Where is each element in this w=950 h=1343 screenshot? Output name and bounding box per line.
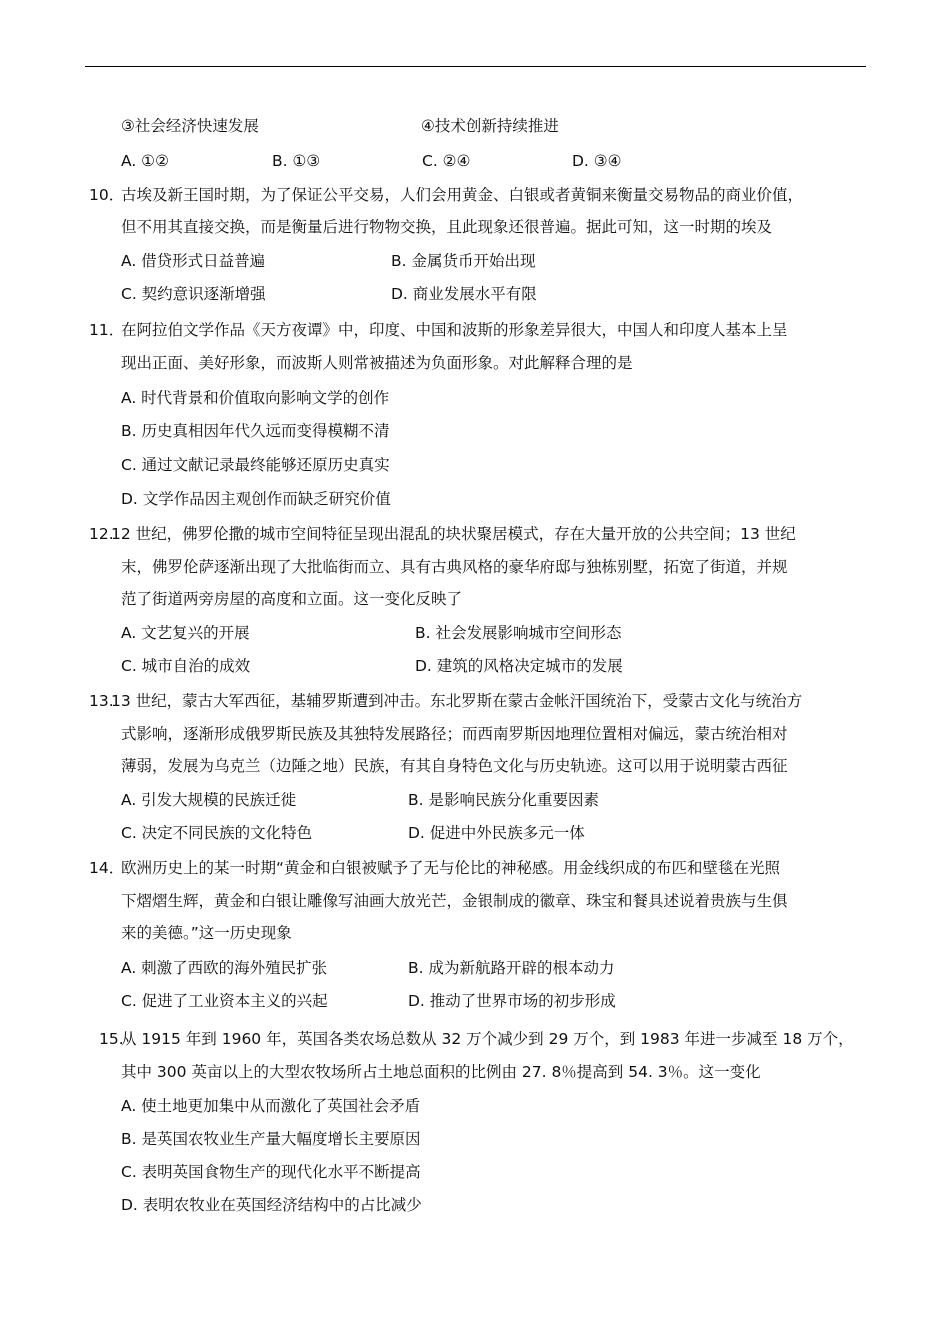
question-stem-line: 欧洲历史上的某一时期“黄金和白银被赋予了无与伦比的神秘感。用金线织成的布匹和壁毯在光照 bbox=[121, 859, 781, 877]
question-stem-line: 其中 300 英亩以上的大型农牧场所占土地总面积的比例由 27. 8％提高到 54. 3％。这一变化 bbox=[121, 1063, 761, 1081]
option-d: D. 表明农牧业在英国经济结构中的占比减少 bbox=[121, 1196, 422, 1214]
question-stem-line: 但不用其直接交换，而是衡量后进行物物交换，且此现象还很普遍。据此可知，这一时期的埃及 bbox=[121, 218, 773, 236]
option-a: A. 文艺复兴的开展 bbox=[121, 624, 250, 642]
option-c: C. ②④ bbox=[422, 152, 471, 170]
option-d: D. 建筑的风格决定城市的发展 bbox=[415, 657, 623, 675]
option-a: A. ①② bbox=[121, 152, 169, 170]
question-stem-line: 来的美德。”这一历史现象 bbox=[121, 924, 292, 942]
question-stem-line: 古埃及新王国时期，为了保证公平交易，人们会用黄金、白银或者黄铜来衡量交易物品的商业价值， bbox=[121, 186, 804, 204]
question-number: 14． bbox=[89, 859, 125, 877]
option-d: D. 文学作品因主观创作而缺乏研究价值 bbox=[121, 490, 391, 508]
option-c: C. 城市自治的成效 bbox=[121, 657, 251, 675]
option-c: C. 表明英国食物生产的现代化水平不断提高 bbox=[121, 1163, 421, 1181]
option-c: C. 契约意识逐渐增强 bbox=[121, 285, 266, 303]
option-b: B. 历史真相因年代久远而变得模糊不清 bbox=[121, 422, 390, 440]
question-stem-line: 范了街道两旁房屋的高度和立面。这一变化反映了 bbox=[121, 590, 463, 608]
option-a: A. 刺激了西欧的海外殖民扩张 bbox=[121, 959, 328, 977]
question-number: 11． bbox=[89, 321, 125, 339]
option-a: A. 使土地更加集中从而激化了英国社会矛盾 bbox=[121, 1097, 421, 1115]
question-stem-line: 下熠熠生辉，黄金和白银让雕像写油画大放光芒，金银制成的徽章、珠宝和餐具述说着贵族与生俱 bbox=[121, 892, 788, 910]
option-b: B. 是影响民族分化重要因素 bbox=[408, 791, 599, 809]
question-number: 12. bbox=[89, 525, 114, 543]
option-d: D. 推动了世界市场的初步形成 bbox=[408, 992, 616, 1010]
option-d: D. 商业发展水平有限 bbox=[391, 285, 537, 303]
question-stem-line: 12 世纪，佛罗伦撒的城市空间特征呈现出混乱的块状聚居模式，存在大量开放的公共空间；13 世纪 bbox=[111, 525, 796, 543]
option-b: B. ①③ bbox=[272, 152, 321, 170]
statement-3: ③社会经济快速发展 bbox=[121, 117, 259, 135]
option-b: B. 金属货币开始出现 bbox=[391, 252, 536, 270]
question-number: 13. bbox=[89, 692, 114, 710]
question-stem-line: 薄弱，发展为乌克兰（边陲之地）民族，有其自身特色文化与历史轨迹。这可以用于说明蒙古西征 bbox=[121, 757, 788, 775]
question-stem-line: 现出正面、美好形象，而波斯人则常被描述为负面形象。对此解释合理的是 bbox=[121, 354, 633, 372]
question-number: 15. bbox=[99, 1030, 124, 1048]
option-d: D. 促进中外民族多元一体 bbox=[408, 824, 585, 842]
option-b: B. 成为新航路开辟的根本动力 bbox=[408, 959, 615, 977]
option-c: C. 通过文献记录最终能够还原历史真实 bbox=[121, 456, 390, 474]
option-b: B. 是英国农牧业生产量大幅度增长主要原因 bbox=[121, 1130, 421, 1148]
question-stem-line: 式影响，逐渐形成俄罗斯民族及其独特发展路径；而西南罗斯因地理位置相对偏远，蒙古统治相对 bbox=[121, 725, 788, 743]
option-a: A. 引发大规模的民族迁徙 bbox=[121, 791, 297, 809]
option-c: C. 促进了工业资本主义的兴起 bbox=[121, 992, 328, 1010]
option-a: A. 时代背景和价值取向影响文学的创作 bbox=[121, 389, 390, 407]
option-c: C. 决定不同民族的文化特色 bbox=[121, 824, 313, 842]
question-stem-line: 从 1915 年到 1960 年，英国各类农场总数从 32 万个减少到 29 万个，到 1983 年进一步减至 18 万个， bbox=[121, 1030, 854, 1048]
question-number: 10． bbox=[89, 186, 125, 204]
question-stem-line: 末，佛罗伦萨逐渐出现了大批临街而立、具有古典风格的豪华府邸与独栋别墅，拓宽了街道，并规 bbox=[121, 558, 788, 576]
statement-4: ④技术创新持续推进 bbox=[421, 117, 559, 135]
header-rule bbox=[85, 66, 866, 67]
option-d: D. ③④ bbox=[572, 152, 622, 170]
question-stem-line: 13 世纪，蒙古大军西征，基辅罗斯遭到冲击。东北罗斯在蒙古金帐汗国统治下，受蒙古文化与统治方 bbox=[111, 692, 803, 710]
option-a: A. 借贷形式日益普遍 bbox=[121, 252, 266, 270]
question-stem-line: 在阿拉伯文学作品《天方夜谭》中，印度、中国和波斯的形象差异很大，中国人和印度人基本上呈 bbox=[121, 321, 788, 339]
option-b: B. 社会发展影响城市空间形态 bbox=[415, 624, 622, 642]
